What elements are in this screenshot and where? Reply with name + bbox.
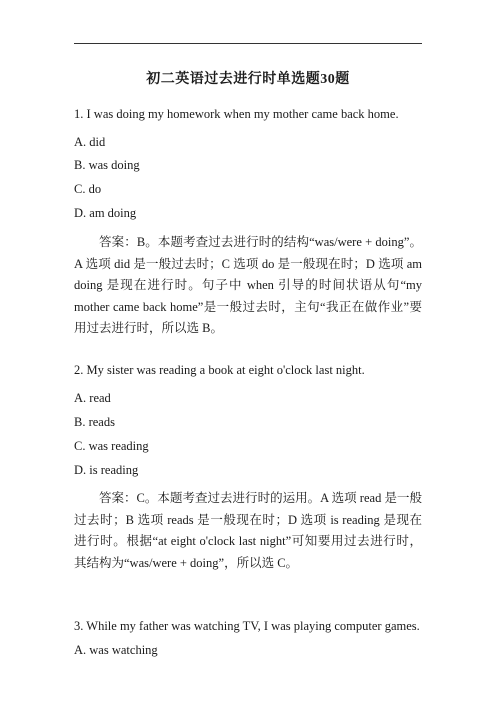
document-title: 初二英语过去进行时单选题30题 <box>146 72 350 87</box>
question-3-stem: 3. While my father was watching TV, I was playing computer games. <box>74 619 420 633</box>
question-2-option-c: C. was reading <box>74 439 149 453</box>
question-2-option-a: A. read <box>74 391 111 405</box>
header-rule <box>74 43 422 44</box>
question-2-option-d: D. is reading <box>74 463 139 477</box>
question-1-answer: 答案：B。本题考查过去进行时的结构“was/were + doing”。A 选项 did 是一般过去时；C 选项 do 是一般现在时；D 选项 am doing 是现在进行时。句子中 when 引导的时间状语从句“my mother came back home”是一般过去时，主句“我正在做作业”要用过去进行时，所以选 B。 <box>74 235 422 335</box>
question-2-stem: 2. My sister was reading a book at eight o'clock last night. <box>74 363 365 377</box>
question-1-option-d: D. am doing <box>74 206 137 220</box>
question-2-option-b: B. reads <box>74 415 115 429</box>
question-2-answer: 答案：C。本题考查过去进行时的运用。A 选项 read 是一般过去时；B 选项 reads 是一般现在时；D 选项 is reading 是现在进行时。根据“at eight o'clock last night”可知要用过去进行时，其结构为“was/were + doing”，所以选 C。 <box>74 491 422 570</box>
question-3-option-a: A. was watching <box>74 643 158 657</box>
question-1-option-a: A. did <box>74 135 106 149</box>
question-1-option-c: C. do <box>74 182 102 196</box>
question-1-stem: 1. I was doing my homework when my mother came back home. <box>74 107 399 121</box>
question-1-option-b: B. was doing <box>74 158 140 172</box>
